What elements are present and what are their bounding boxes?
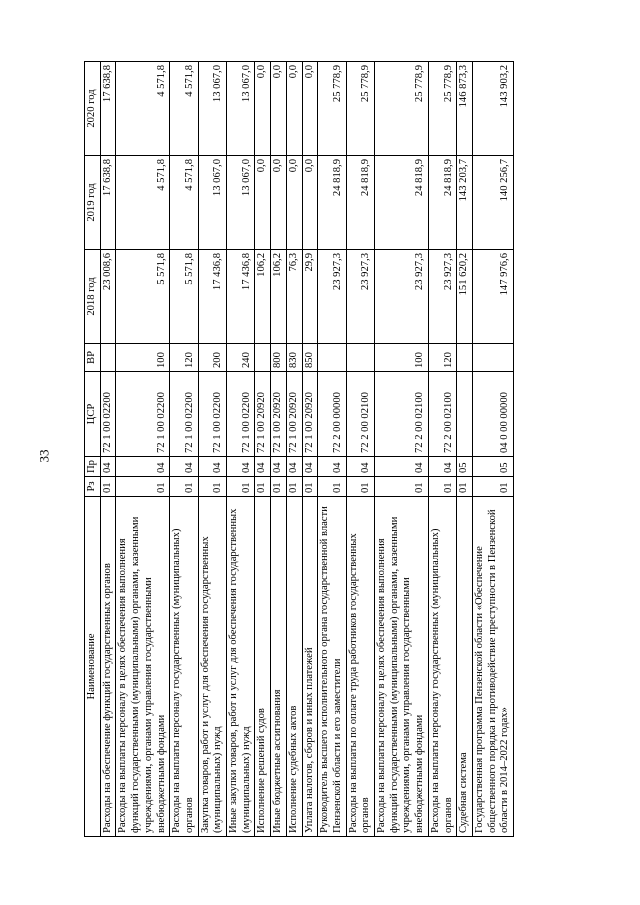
cell-name: Исполнение судебных актов (286, 497, 302, 837)
cell-2019: 24 818,9 (375, 156, 429, 250)
cell-pr: 04 (428, 457, 456, 477)
cell-csr: 72 1 00 02200 (100, 372, 116, 457)
cell-2018: 23 927,3 (318, 250, 346, 344)
cell-2019: 143 203,7 (457, 156, 473, 250)
table-row (428, 62, 456, 837)
cell-pr: 05 (472, 457, 513, 477)
cell-name: Исполнение решений судов (255, 497, 271, 837)
cell-csr: 72 2 00 02100 (428, 372, 456, 457)
cell-pr: 04 (286, 457, 302, 477)
cell-vr (255, 344, 271, 372)
cell-rz: 01 (170, 477, 198, 497)
cell-2018: 5 571,8 (170, 250, 198, 344)
cell-rz: 01 (198, 477, 226, 497)
table-row (286, 62, 302, 837)
cell-name: Расходы на выплаты персоналу государственных (муниципальных) органов (170, 497, 198, 837)
cell-name: Расходы на выплаты персоналу в целях обеспечения выполнения функций государственными (муниципальными) органами, казенными учреждениями, органами управления государственными внебюджетными фондами (116, 497, 170, 837)
cell-2018: 23 927,3 (346, 250, 374, 344)
cell-rz: 01 (318, 477, 346, 497)
cell-name: Расходы на выплаты персоналу государственных (муниципальных) органов (428, 497, 456, 837)
cell-2020: 4 571,8 (170, 62, 198, 156)
cell-name: Расходы на обеспечение функций государственных органов (100, 497, 116, 837)
cell-csr: 72 1 00 02200 (198, 372, 226, 457)
cell-csr: 72 2 00 00000 (318, 372, 346, 457)
table-row (170, 62, 198, 837)
cell-vr (457, 344, 473, 372)
table-header-row (85, 62, 101, 837)
cell-rz: 01 (428, 477, 456, 497)
cell-2020: 25 778,9 (318, 62, 346, 156)
cell-rz: 01 (457, 477, 473, 497)
cell-2019: 0,0 (302, 156, 318, 250)
cell-csr: 72 2 00 02100 (346, 372, 374, 457)
cell-vr: 830 (286, 344, 302, 372)
table-row (302, 62, 318, 837)
cell-rz: 01 (472, 477, 513, 497)
cell-csr (457, 372, 473, 457)
cell-rz: 01 (116, 477, 170, 497)
cell-csr: 72 2 00 02100 (375, 372, 429, 457)
cell-2018: 23 927,3 (428, 250, 456, 344)
cell-2018: 17 436,8 (227, 250, 255, 344)
cell-2019: 13 067,0 (227, 156, 255, 250)
cell-2020: 143 903,2 (472, 62, 513, 156)
table-row (375, 62, 429, 837)
cell-name: Расходы на выплаты по оплате труда работников государственных органов (346, 497, 374, 837)
cell-name: Иные бюджетные ассигнования (271, 497, 287, 837)
cell-rz: 01 (255, 477, 271, 497)
cell-rz: 01 (302, 477, 318, 497)
header-vr: ВР (85, 344, 101, 372)
cell-rz: 01 (286, 477, 302, 497)
cell-2020: 0,0 (302, 62, 318, 156)
cell-rz: 01 (100, 477, 116, 497)
cell-2020: 146 873,3 (457, 62, 473, 156)
cell-2018: 151 620,2 (457, 250, 473, 344)
cell-2019: 17 638,8 (100, 156, 116, 250)
cell-pr: 04 (255, 457, 271, 477)
header-2020: 2020 год (85, 62, 101, 156)
cell-rz: 01 (346, 477, 374, 497)
header-csr: ЦСР (85, 372, 101, 457)
cell-rz: 01 (271, 477, 287, 497)
cell-2019: 4 571,8 (170, 156, 198, 250)
cell-2019: 0,0 (271, 156, 287, 250)
cell-2020: 25 778,9 (375, 62, 429, 156)
cell-pr: 04 (100, 457, 116, 477)
cell-2020: 0,0 (271, 62, 287, 156)
cell-csr: 72 1 00 02200 (116, 372, 170, 457)
cell-vr: 120 (428, 344, 456, 372)
cell-pr: 04 (227, 457, 255, 477)
cell-2020: 4 571,8 (116, 62, 170, 156)
header-pr: Пр (85, 457, 101, 477)
header-2018: 2018 год (85, 250, 101, 344)
cell-2018: 29,9 (302, 250, 318, 344)
cell-2018: 17 436,8 (198, 250, 226, 344)
cell-csr: 72 1 00 02200 (170, 372, 198, 457)
cell-2018: 76,3 (286, 250, 302, 344)
cell-csr: 72 1 00 02200 (227, 372, 255, 457)
cell-2018: 106,2 (255, 250, 271, 344)
cell-pr: 04 (346, 457, 374, 477)
cell-name: Руководитель высшего исполнительного органа государственной власти Пензенской области и его заместители (318, 497, 346, 837)
table-row (318, 62, 346, 837)
table-row (255, 62, 271, 837)
cell-2018: 23 008,6 (100, 250, 116, 344)
header-rz: Рз (85, 477, 101, 497)
cell-2019: 140 256,7 (472, 156, 513, 250)
cell-vr (472, 344, 513, 372)
page-number: 33 (36, 449, 52, 463)
cell-vr (318, 344, 346, 372)
cell-2019: 24 818,9 (428, 156, 456, 250)
cell-name: Иные закупки товаров, работ и услуг для обеспечения государственных (муниципальных) нужд (227, 497, 255, 837)
cell-csr: 72 1 00 20920 (271, 372, 287, 457)
cell-vr: 200 (198, 344, 226, 372)
cell-2018: 147 976,6 (472, 250, 513, 344)
table-row (227, 62, 255, 837)
cell-csr: 04 0 00 00000 (472, 372, 513, 457)
cell-name: Государственная программа Пензенской области «Обеспечение общественного порядка и противодействие преступности в Пензенской области в 2014–2022 годах» (472, 497, 513, 837)
cell-name: Судебная система (457, 497, 473, 837)
cell-rz: 01 (375, 477, 429, 497)
cell-2019: 0,0 (286, 156, 302, 250)
cell-pr: 04 (271, 457, 287, 477)
cell-2020: 0,0 (286, 62, 302, 156)
cell-pr: 04 (116, 457, 170, 477)
cell-pr: 04 (375, 457, 429, 477)
table-row (198, 62, 226, 837)
cell-csr: 72 1 00 20920 (255, 372, 271, 457)
cell-2020: 13 067,0 (227, 62, 255, 156)
cell-vr (346, 344, 374, 372)
cell-2020: 25 778,9 (346, 62, 374, 156)
cell-vr: 850 (302, 344, 318, 372)
cell-vr: 240 (227, 344, 255, 372)
cell-2019: 24 818,9 (318, 156, 346, 250)
cell-2020: 13 067,0 (198, 62, 226, 156)
cell-name: Уплата налогов, сборов и иных платежей (302, 497, 318, 837)
budget-table (84, 61, 514, 837)
cell-pr: 04 (198, 457, 226, 477)
cell-2019: 24 818,9 (346, 156, 374, 250)
rotated-table-container (84, 62, 514, 837)
cell-vr (100, 344, 116, 372)
cell-rz: 01 (227, 477, 255, 497)
cell-pr: 04 (170, 457, 198, 477)
cell-2019: 4 571,8 (116, 156, 170, 250)
cell-2019: 13 067,0 (198, 156, 226, 250)
cell-2018: 106,2 (271, 250, 287, 344)
cell-pr: 05 (457, 457, 473, 477)
cell-2018: 5 571,8 (116, 250, 170, 344)
table-row (116, 62, 170, 837)
table-row (472, 62, 513, 837)
cell-csr: 72 1 00 20920 (302, 372, 318, 457)
cell-2020: 17 638,8 (100, 62, 116, 156)
cell-2020: 0,0 (255, 62, 271, 156)
cell-name: Расходы на выплаты персоналу в целях обеспечения выполнения функций государственными (муниципальными) органами, казенными учреждениями, органами управления государственными внебюджетными фондами (375, 497, 429, 837)
header-2019: 2019 год (85, 156, 101, 250)
cell-vr: 120 (170, 344, 198, 372)
cell-csr: 72 1 00 20920 (286, 372, 302, 457)
cell-name: Закупка товаров, работ и услуг для обеспечения государственных (муниципальных) нужд (198, 497, 226, 837)
cell-vr: 100 (116, 344, 170, 372)
table-row (346, 62, 374, 837)
cell-pr: 04 (302, 457, 318, 477)
cell-2019: 0,0 (255, 156, 271, 250)
header-name: Наименование (85, 497, 101, 837)
cell-2018: 23 927,3 (375, 250, 429, 344)
cell-vr: 800 (271, 344, 287, 372)
table-row (271, 62, 287, 837)
cell-vr: 100 (375, 344, 429, 372)
cell-2020: 25 778,9 (428, 62, 456, 156)
cell-pr: 04 (318, 457, 346, 477)
table-row (100, 62, 116, 837)
table-row (457, 62, 473, 837)
